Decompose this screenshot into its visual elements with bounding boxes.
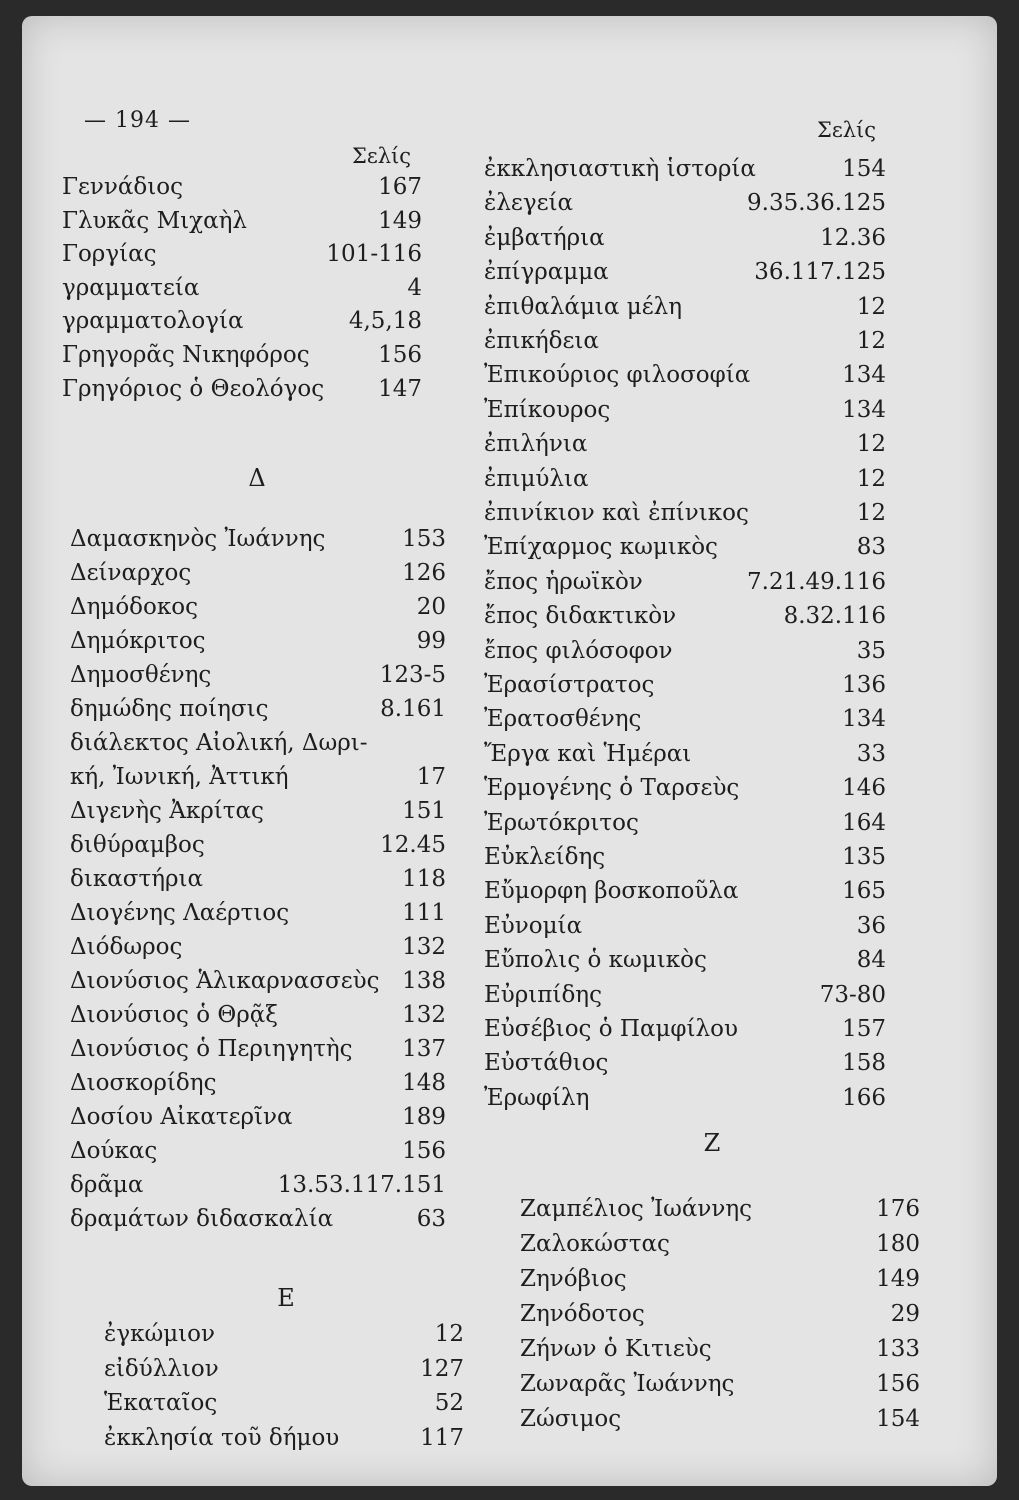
index-entry [70,1036,446,1062]
index-pages: 36 [856,912,886,939]
index-entry [484,947,886,973]
index-term: κή, Ἰωνική, Ἀττική [70,764,289,790]
index-entry [70,1138,446,1164]
index-term: Δούκας [70,1138,158,1164]
section-heading-epsilon: Ε [277,1284,295,1312]
index-term: Ἐρασίστρατος [484,672,655,698]
index-term: ἔπος φιλόσοφον [484,637,673,664]
index-term: ἔπος διδακτικὸν [484,603,677,630]
index-entry [70,866,446,892]
index-entry [62,275,422,301]
index-term: ἐπίγραμμα [484,259,609,286]
index-term: Ἐρατοσθένης [484,706,642,733]
index-term: Διόδωρος [70,934,183,960]
index-pages: 52 [434,1390,464,1416]
index-entry [484,225,886,251]
index-entry [62,174,422,200]
index-pages: 17 [416,764,446,790]
index-entry [484,328,886,354]
index-term: ἐμβατήρια [484,224,605,251]
index-term: ἐπιμύλια [484,465,589,492]
index-pages: 135 [842,844,886,870]
index-entry [484,878,886,904]
index-pages: 156 [876,1371,920,1397]
index-pages: 133 [876,1336,920,1362]
index-term: ἐπιλήνια [484,431,588,458]
index-term: διάλεκτος Αἰολική, Δωρι- [70,730,368,756]
index-pages: 157 [842,1016,886,1042]
index-pages: 4,5,18 [348,308,422,335]
index-entry [70,1002,446,1028]
index-pages: 111 [402,900,446,926]
index-pages: 138 [402,968,446,994]
index-term: Εὐσέβιος ὁ Παμφίλου [484,1016,738,1042]
index-entry [484,569,886,595]
index-pages: 164 [842,809,886,836]
index-pages: 132 [402,934,446,960]
index-term: ἐπινίκιον καὶ ἐπίνικος [484,500,749,526]
index-term: Δημόδοκος [70,594,198,620]
index-pages: 149 [876,1266,920,1292]
index-term: Γρηγόριος ὁ Θεολόγος [62,375,325,402]
index-entry [70,1104,446,1130]
index-pages: 8.161 [380,696,446,722]
index-pages: 12 [856,328,886,354]
index-pages: 33 [856,740,886,767]
index-entry [484,294,886,320]
index-term: ἐπιθαλάμια μέλη [484,293,682,320]
index-pages: 12 [856,431,886,458]
index-pages: 9.35.36.125 [747,190,886,217]
index-term: ἐλεγεία [484,190,574,217]
index-term: Ζαμπέλιος Ἰωάννης [520,1196,753,1222]
index-entry [62,376,422,402]
index-entry [520,1371,920,1397]
index-pages: 154 [842,156,886,182]
index-entry [104,1321,464,1347]
index-term: Εὔπολις ὁ κωμικὸς [484,947,707,974]
index-term: Διονύσιος ὁ Θρᾷξ [70,1002,278,1028]
index-entry [62,208,422,234]
index-term: Διγενὴς Ἀκρίτας [70,798,264,824]
index-pages: 8.32.116 [783,603,886,630]
index-entry [70,798,446,824]
index-pages: 165 [842,878,886,905]
index-pages: 99 [416,628,446,654]
index-entry [70,662,446,688]
index-term: Δείναρχος [70,560,192,586]
index-pages: 73-80 [819,981,886,1008]
index-entry [70,934,446,960]
index-pages: 12 [434,1321,464,1347]
index-entry [484,500,886,526]
section-heading-delta: Δ [248,464,266,492]
index-entry [484,982,886,1008]
index-entry [70,628,446,654]
index-term: Εὐριπίδης [484,981,602,1008]
index-pages: 13.53.117.151 [277,1172,446,1198]
index-entry [484,741,886,767]
index-term: δικαστήρια [70,866,204,892]
index-entry [484,534,886,560]
index-pages: 12 [856,465,886,492]
index-term: Ἑρμογένης ὁ Ταρσεὺς [484,775,740,802]
index-term: Δοσίου Αἰκατερῖνα [70,1104,293,1130]
index-entry [484,672,886,698]
index-pages: 156 [378,342,422,368]
index-term: Ἑκαταῖος [104,1390,218,1416]
index-term: διθύραμβος [70,832,205,858]
index-entry [484,156,886,182]
index-term: Ἐπίχαρμος κωμικὸς [484,534,718,561]
left-column-header: Σελίς [352,144,412,168]
index-term: Ζαλοκώστας [520,1231,670,1257]
index-term: δραμάτων διδασκαλία [70,1206,334,1232]
index-pages: 180 [876,1231,920,1257]
section-heading-zeta: Ζ [703,1129,721,1157]
index-term: Διονύσιος ὁ Περιηγητὴς [70,1036,353,1062]
index-pages: 156 [402,1138,446,1164]
index-pages: 84 [856,947,886,974]
index-pages: 12.36 [820,224,886,251]
index-entry [62,342,422,368]
index-pages: 7.21.49.116 [747,568,886,595]
index-term: Γρηγορᾶς Νικηφόρος [62,342,310,368]
index-term: ἔπος ἡρωϊκὸν [484,568,643,595]
index-entry [484,259,886,285]
index-term: Διοσκορίδης [70,1070,217,1096]
right-column-header: Σελίς [817,118,877,142]
index-pages: 20 [416,594,446,620]
index-entry [520,1301,920,1327]
index-pages: 153 [402,526,446,552]
index-term: εἰδύλλιον [104,1355,219,1382]
index-entry [70,526,446,552]
index-term: Διογένης Λαέρτιος [70,900,290,926]
index-pages: 134 [842,706,886,733]
index-term: δημώδης ποίησις [70,696,269,722]
index-entry [484,1050,886,1076]
index-entry [70,730,446,756]
index-pages: 83 [856,534,886,561]
index-entry [484,1016,886,1042]
index-term: Ζήνων ὁ Κιτιεὺς [520,1336,712,1362]
index-term: Γεννάδιος [62,174,183,200]
index-entry [484,362,886,388]
index-term: ἐπικήδεια [484,328,599,354]
index-entry [70,832,446,858]
index-pages: 29 [890,1301,920,1327]
index-pages: 176 [876,1196,920,1222]
index-entry [484,1085,886,1111]
index-pages: 148 [402,1070,446,1096]
index-term: Ἔργα καὶ Ἡμέραι [484,740,692,767]
index-pages: 154 [876,1406,920,1432]
index-term: Διονύσιος Ἁλικαρνασσεὺς [70,968,380,994]
index-pages: 134 [842,362,886,389]
index-term: Δημοσθένης [70,662,212,688]
index-pages: 167 [378,174,422,200]
index-term: Ἐρωφίλη [484,1084,590,1111]
index-entry [520,1336,920,1362]
index-pages: 12 [856,293,886,320]
index-term: Ἐπίκουρος [484,396,611,423]
index-pages: 149 [378,207,422,234]
index-pages: 132 [402,1002,446,1028]
index-term: Εὐνομία [484,912,583,939]
index-term: Εὐστάθιος [484,1050,609,1077]
index-entry [484,638,886,664]
index-entry [62,308,422,334]
index-term: γραμματολογία [62,308,244,335]
index-pages: 136 [842,672,886,698]
index-term: Ζηνόβιος [520,1266,627,1292]
index-entry [520,1196,920,1222]
index-entry [104,1356,464,1382]
index-entry [70,696,446,722]
index-pages: 12 [856,500,886,526]
index-entry [484,431,886,457]
index-entry [104,1390,464,1416]
index-pages: 189 [402,1104,446,1130]
index-term: ἐκκλησία τοῦ δήμου [104,1424,340,1451]
index-pages: 63 [416,1206,446,1232]
index-term: Ἐρωτόκριτος [484,809,639,836]
index-term: Ἐπικούριος φιλοσοφία [484,362,751,389]
index-term: ἐγκώμιον [104,1321,216,1347]
index-pages: 4 [407,274,422,301]
index-term: Γοργίας [62,241,157,268]
index-pages: 137 [402,1036,446,1062]
page-number: — 194 — [84,108,191,133]
index-pages: 35 [856,637,886,664]
index-entry [70,968,446,994]
index-entry [484,706,886,732]
index-entry [104,1425,464,1451]
index-term: Ζώσιμος [520,1406,622,1432]
index-entry [484,844,886,870]
index-pages: 146 [842,775,886,802]
index-pages: 12.45 [380,832,446,858]
index-entry [484,810,886,836]
index-pages: 158 [842,1050,886,1077]
index-entry [520,1406,920,1432]
index-term: Εὐκλείδης [484,844,606,870]
index-entry [484,466,886,492]
index-entry [70,1070,446,1096]
index-entry [62,241,422,267]
index-term: Ζηνόδοτος [520,1301,645,1327]
index-term: Δημόκριτος [70,628,206,654]
index-pages: 134 [842,396,886,423]
index-entry [70,1172,446,1198]
index-entry [70,1206,446,1232]
index-entry [70,594,446,620]
index-pages: 127 [420,1355,464,1382]
index-pages: 36.117.125 [754,259,886,286]
index-term: ἐκκλησιαστικὴ ἱστορία [484,156,756,182]
index-entry [520,1266,920,1292]
index-pages: 118 [402,866,446,892]
index-term: Δαμασκηνὸς Ἰωάννης [70,526,326,552]
index-term: Εὔμορφη βοσκοποῦλα [484,878,739,905]
index-pages: 147 [378,375,422,402]
index-pages: 101-116 [326,241,422,268]
index-pages: 123-5 [379,662,446,688]
index-pages: 117 [420,1424,464,1451]
index-entry [70,560,446,586]
index-entry [484,775,886,801]
index-term: Ζωναρᾶς Ἰωάννης [520,1371,735,1397]
book-page [22,16,997,1486]
index-pages: 151 [402,798,446,824]
index-entry [70,764,446,790]
index-entry [484,913,886,939]
index-term: γραμματεία [62,274,200,301]
index-pages: 126 [402,560,446,586]
index-entry [484,397,886,423]
index-entry [484,190,886,216]
index-term: δρᾶμα [70,1172,144,1198]
index-pages: 166 [842,1084,886,1111]
index-entry [484,603,886,629]
index-entry [70,900,446,926]
index-term: Γλυκᾶς Μιχαὴλ [62,207,248,234]
index-entry [520,1231,920,1257]
